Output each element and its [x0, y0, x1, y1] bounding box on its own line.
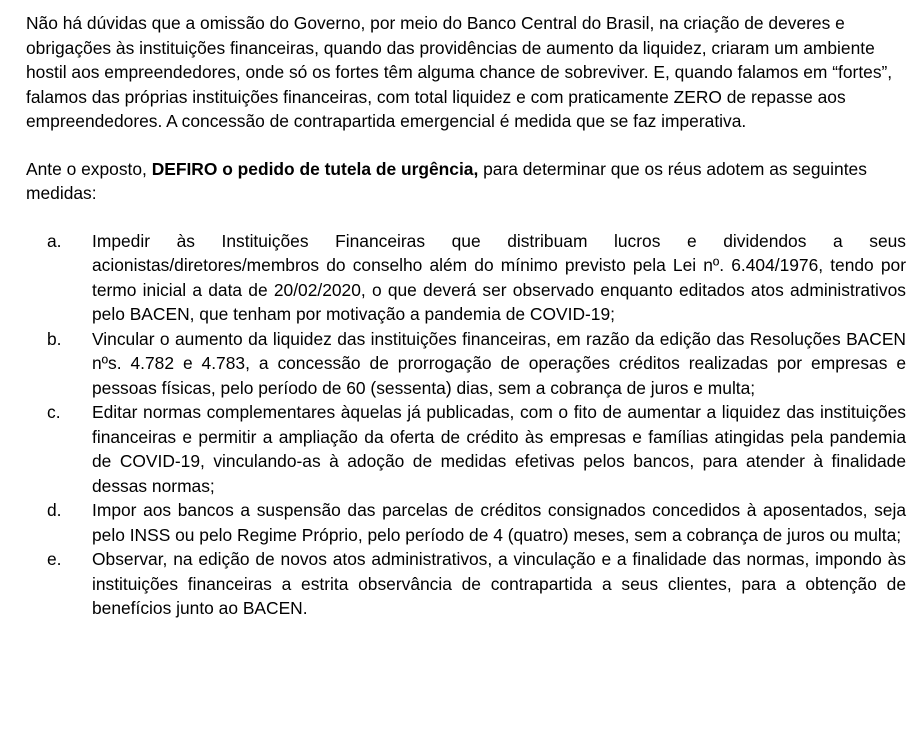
list-item-c — [47, 400, 906, 498]
list-item-b — [47, 327, 906, 401]
list-item-text: Impor aos bancos a suspensão das parcelas de créditos consignados concedidos à aposentados, seja pelo INSS ou pelo Regime Próprio, pelo período de 4 (quatro) meses, sem a cobrança de juros ou multa; — [92, 500, 906, 545]
decision-tail-text: para determinar que os réus adotem as seguintes medidas: — [26, 158, 867, 203]
paragraph-omission: Não há dúvidas que a omissão do Governo, por meio do Banco Central do Brasil, na criação de deveres e obrigações às instituições financeiras, quando das providências de aumento da liquidez, criaram um ambiente hostil aos empreendedores, onde só os fortes têm alguma chance de sobreviver. E, quando falamos em “fortes”, falamos das próprias instituições financeiras, com total liquidez e com praticamente ZERO de repasse aos empreendedores. A concessão de contrapartida emergencial é medida que se faz imperativa. — [26, 13, 893, 131]
list-item-text: Editar normas complementares àquelas já publicadas, com o fito de aumentar a liquidez das instituições financeiras e permitir a ampliação da oferta de crédito às empresas e famílias atingidas pela pandemia de COVID-19, vinculando-as à adoção de medidas efetivas pelos bancos, para atender à finalidade dessas normas; — [92, 402, 906, 496]
list-item-text: Observar, na edição de novos atos administrativos, a vinculação e a finalidade das normas, impondo às instituições financeiras a estrita observância de contrapartida a seus clientes, para a obtenção de benefícios junto ao BACEN. — [92, 549, 906, 618]
paragraph-spacer — [26, 134, 906, 157]
list-marker: b. — [47, 328, 62, 349]
list-marker: c. — [47, 402, 61, 422]
decision-bold-text: DEFIRO o pedido de tutela de urgência, — [151, 158, 479, 179]
list-item-a — [47, 229, 906, 327]
list-marker: d. — [47, 500, 62, 520]
list-marker: a. — [47, 230, 62, 251]
paragraph-decision — [26, 157, 906, 206]
list-item-text: Vincular o aumento da liquidez das instituições financeiras, em razão da edição das Resoluções BACEN nºs. 4.782 e 4.783, a concessão de prorrogação de operações créditos realizadas por empresas e pessoas físicas, pelo período de 60 (sessenta) dias, sem a cobrança de juros e multa; — [92, 328, 906, 398]
list-item-e — [47, 547, 906, 621]
list-item-d — [47, 498, 906, 547]
measures-list — [47, 229, 906, 621]
list-spacer — [26, 206, 906, 229]
list-item-text: Impedir às Instituições Financeiras que distribuam lucros e dividendos a seus acionistas/diretores/membros do conselho além do mínimo previsto pela Lei nº. 6.404/1976, tendo por termo inicial a data de 20/02/2020, o que deverá ser observado enquanto editados atos administrativos pelo BACEN, que tenham por motivação a pandemia de COVID-19; — [92, 230, 906, 324]
list-marker: e. — [47, 549, 62, 569]
document-page — [26, 11, 906, 621]
decision-lead-text: Ante o exposto, — [26, 158, 152, 179]
